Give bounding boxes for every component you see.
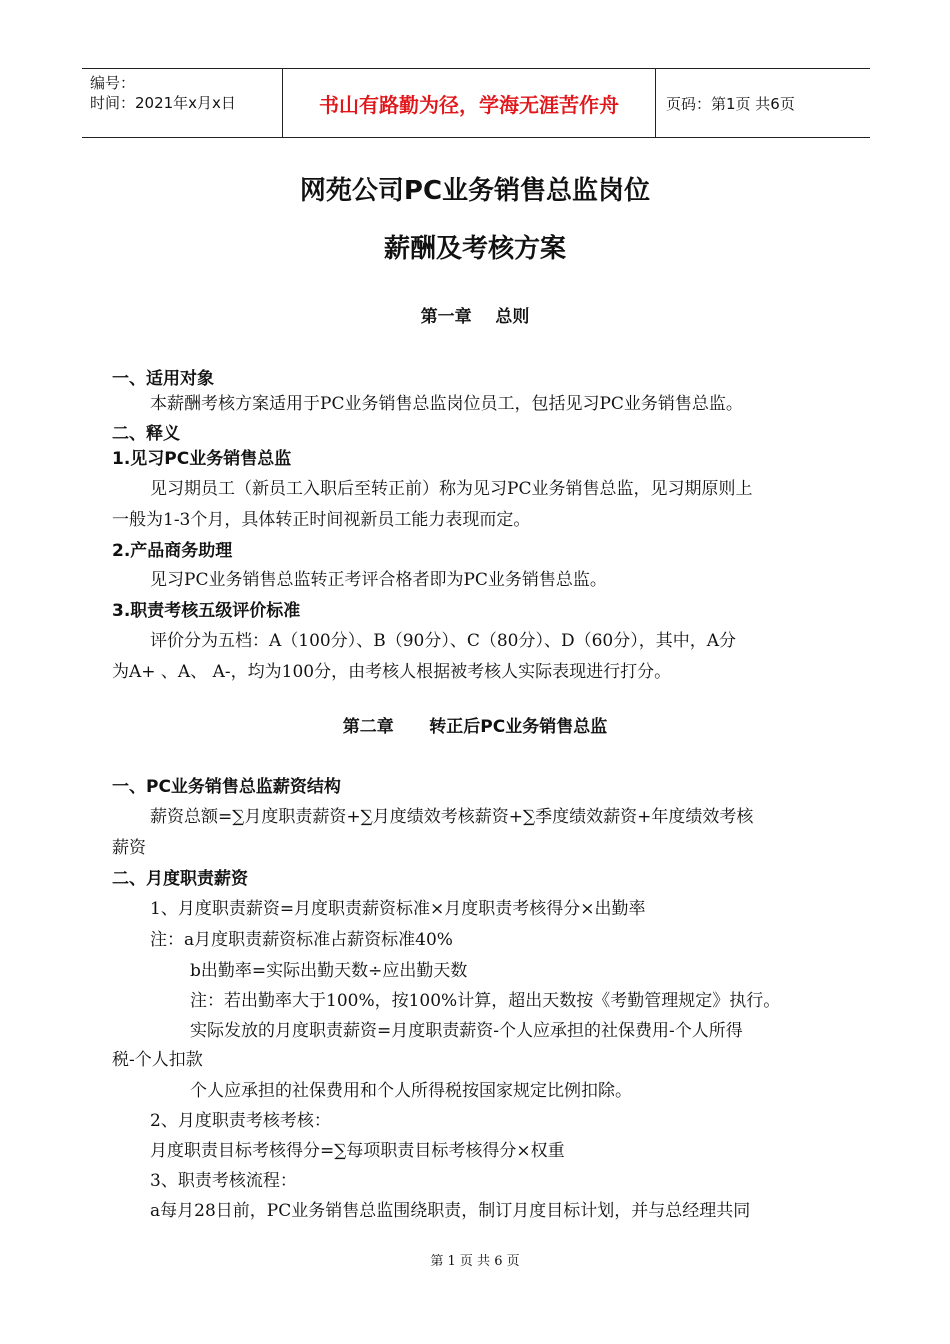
paragraph: 见习期员工（新员工入职后至转正前）称为见习PC业务销售总监，见习期原则上 [150,479,753,499]
section-heading: 二、释义 [112,424,180,444]
paragraph: 薪资 [112,838,146,858]
paragraph: a每月28日前，PC业务销售总监围绕职责，制订月度目标计划，并与总经理共同 [150,1201,751,1221]
paragraph: 本薪酬考核方案适用于PC业务销售总监岗位员工，包括见习PC业务销售总监。 [150,394,743,414]
subsection-heading: 1.见习PC业务销售总监 [112,449,292,469]
paragraph: 为A+ 、A、 A-，均为100分，由考核人根据被考核人实际表现进行打分。 [112,662,672,682]
subsection-heading: 2.产品商务助理 [112,541,233,561]
paragraph: 3、职责考核流程： [150,1171,297,1191]
paragraph: 薪资总额=∑月度职责薪资+∑月度绩效考核薪资+∑季度绩效薪资+年度绩效考核 [150,807,754,827]
time-label: 时间：2021年x月x日 [90,94,236,112]
header-motto: 书山有路勤为径，学海无涯苦作舟 [282,69,656,137]
paragraph: 个人应承担的社保费用和个人所得税按国家规定比例扣除。 [190,1081,632,1101]
paragraph: 2、月度职责考核考核： [150,1111,331,1131]
paragraph: b出勤率=实际出勤天数÷应出勤天数 [190,961,468,981]
section-heading: 一、PC业务销售总监薪资结构 [112,777,341,797]
paragraph: 评价分为五档：A（100分）、B（90分）、C（80分）、D（60分），其中，A分 [150,631,737,651]
paragraph: 注：若出勤率大于100%，按100%计算，超出天数按《考勤管理规定》执行。 [190,991,781,1011]
section-heading: 二、月度职责薪资 [112,869,248,889]
paragraph: 税-个人扣款 [112,1050,203,1070]
paragraph: 1、月度职责薪资=月度职责薪资标准×月度职责考核得分×出勤率 [150,899,646,919]
section-heading: 一、适用对象 [112,369,214,389]
page-footer: 第 1 页 共 6 页 [430,1254,520,1269]
chapter2-heading: 第二章 转正后PC业务销售总监 [342,717,608,737]
header-meta [82,69,282,137]
number-label: 编号： [90,74,136,92]
paragraph: 注：a月度职责薪资标准占薪资标准40% [150,930,453,950]
document-title-line2: 薪酬及考核方案 [383,234,566,264]
paragraph: 月度职责目标考核得分=∑每项职责目标考核得分×权重 [150,1141,565,1161]
subsection-heading: 3.职责考核五级评价标准 [112,601,301,621]
paragraph: 见习PC业务销售总监转正考评合格者即为PC业务销售总监。 [150,570,607,590]
chapter1-heading: 第一章 总则 [420,307,530,327]
paragraph: 实际发放的月度职责薪资=月度职责薪资-个人应承担的社保费用-个人所得 [190,1021,743,1041]
header-page-info: 页码：第1页 共6页 [666,94,795,113]
paragraph: 一般为1-3个月，具体转正时间视新员工能力表现而定。 [112,510,531,530]
header-table [82,68,870,138]
document-title-line1: 网苑公司PC业务销售总监岗位 [299,176,651,206]
